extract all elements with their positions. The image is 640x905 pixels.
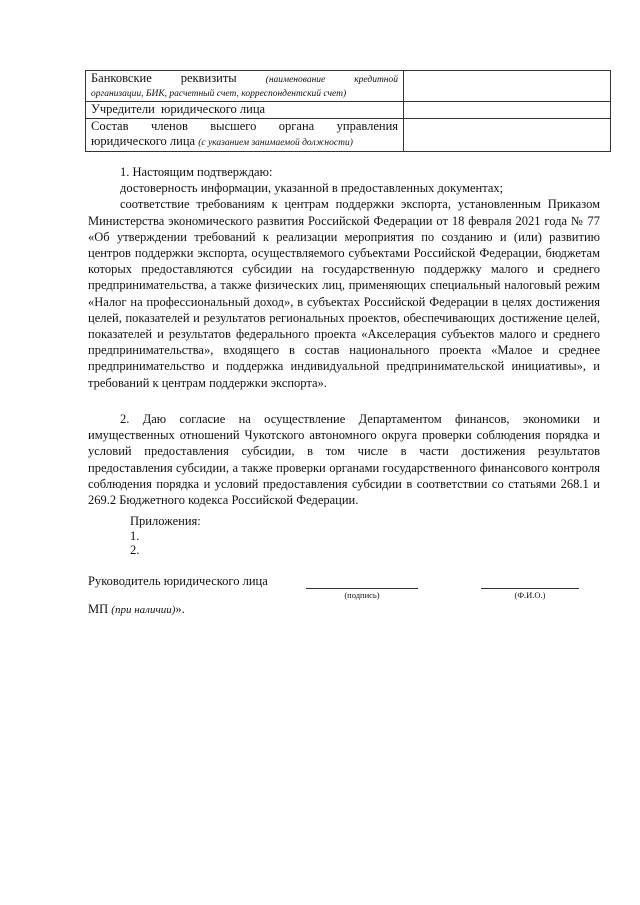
confirmation-item-reliability: достоверность информации, указанной в предоставленных документах;	[120, 181, 504, 196]
governing-body-label	[91, 119, 398, 134]
bank-details-note: организации, БИК, расчетный счет, корреспондентский счет)	[91, 89, 347, 99]
signature-line[interactable]	[306, 588, 418, 589]
stamp-line	[88, 602, 185, 617]
confirmation-heading: 1. Настоящим подтверждаю:	[120, 165, 273, 179]
bank-details-note-word: кредитной	[354, 75, 399, 85]
table-row-governing-body	[86, 119, 611, 152]
signature-label: Руководитель юридического лица	[88, 574, 268, 588]
bank-details-note-word: (наименование	[265, 75, 326, 85]
governing-body-label-line2	[91, 134, 398, 151]
table-row-founders	[86, 102, 611, 119]
founders-label-cell	[86, 102, 404, 119]
bank-details-word: Банковские	[91, 71, 152, 85]
governing-body-value[interactable]	[404, 119, 611, 152]
stamp-suffix: ».	[175, 602, 185, 616]
governing-body-word: управления	[336, 119, 399, 133]
governing-body-word: высшего	[210, 119, 257, 133]
bank-details-word: реквизиты	[180, 71, 237, 85]
founders-label: Учредители юридического лица	[91, 102, 266, 116]
governing-body-note: (с указанием занимаемой должности)	[198, 138, 353, 148]
governing-body-word: Состав	[91, 119, 129, 133]
governing-body-word: членов	[150, 119, 188, 133]
stamp-label: МП	[88, 602, 109, 616]
table-row-bank-details	[86, 71, 611, 102]
bank-details-label	[91, 71, 398, 88]
governing-body-word: органа	[278, 119, 315, 133]
attachment-item: 1.	[130, 528, 140, 543]
founders-value[interactable]	[404, 102, 611, 119]
consent-paragraph: 2. Даю согласие на осуществление Департаментом финансов, экономики и имущественных отношений Чукотского автономного округа проверки соблюдения порядка и условий предоставления субсидии, в том числе в части достижения результатов предоставления субсидии, а также проверки органами государственного финансового контроля соблюдения порядка и условий предоставления субсидии в соответствии со статьями 268.1 и 269.2 Бюджетного кодекса Российской Федерации.	[88, 412, 600, 508]
attachment-item: 2.	[130, 543, 140, 557]
attachments-block	[130, 514, 201, 558]
bank-details-value[interactable]	[404, 71, 611, 102]
requisites-table	[85, 70, 611, 152]
governing-body-label-tail: юридического лица	[91, 134, 196, 148]
full-name-line[interactable]	[481, 588, 579, 589]
consent-section	[88, 411, 600, 508]
attachments-heading: Приложения:	[130, 514, 201, 528]
governing-body-label-cell	[86, 119, 404, 152]
full-name-caption: (Ф.И.О.)	[514, 590, 546, 600]
stamp-note: (при наличии)	[111, 604, 176, 616]
bank-details-label-cell	[86, 71, 404, 102]
confirmation-item-compliance: соответствие требованиям к центрам поддержки экспорта, установленным Приказом Министерства экономического развития Российской Федерации от 18 февраля 2021 года № 77 «Об утверждении требований к реализации мероприятия по созданию и (или) развитию центров поддержки экспорта, осуществляемого субъектами Российской Федерации, бюджетам которых предоставляются субсидии на государственную поддержку малого и среднего предпринимательства, а также физических лиц, применяющих специальный налоговый режим «Налог на профессиональный доход», в субъектах Российской Федерации в целях достижения целей, показателей и результатов региональных проектов, обеспечивающих достижение целей, показателей и результатов федерального проекта «Акселерация субъектов малого и среднего предпринимательства», входящего в состав национального проекта «Малое и среднее предпринимательство и поддержка индивидуальной предпринимательской инициативы», и требований к центрам поддержки экспорта».	[88, 197, 600, 390]
confirmation-section	[88, 164, 600, 391]
signature-caption: (подпись)	[344, 590, 380, 600]
